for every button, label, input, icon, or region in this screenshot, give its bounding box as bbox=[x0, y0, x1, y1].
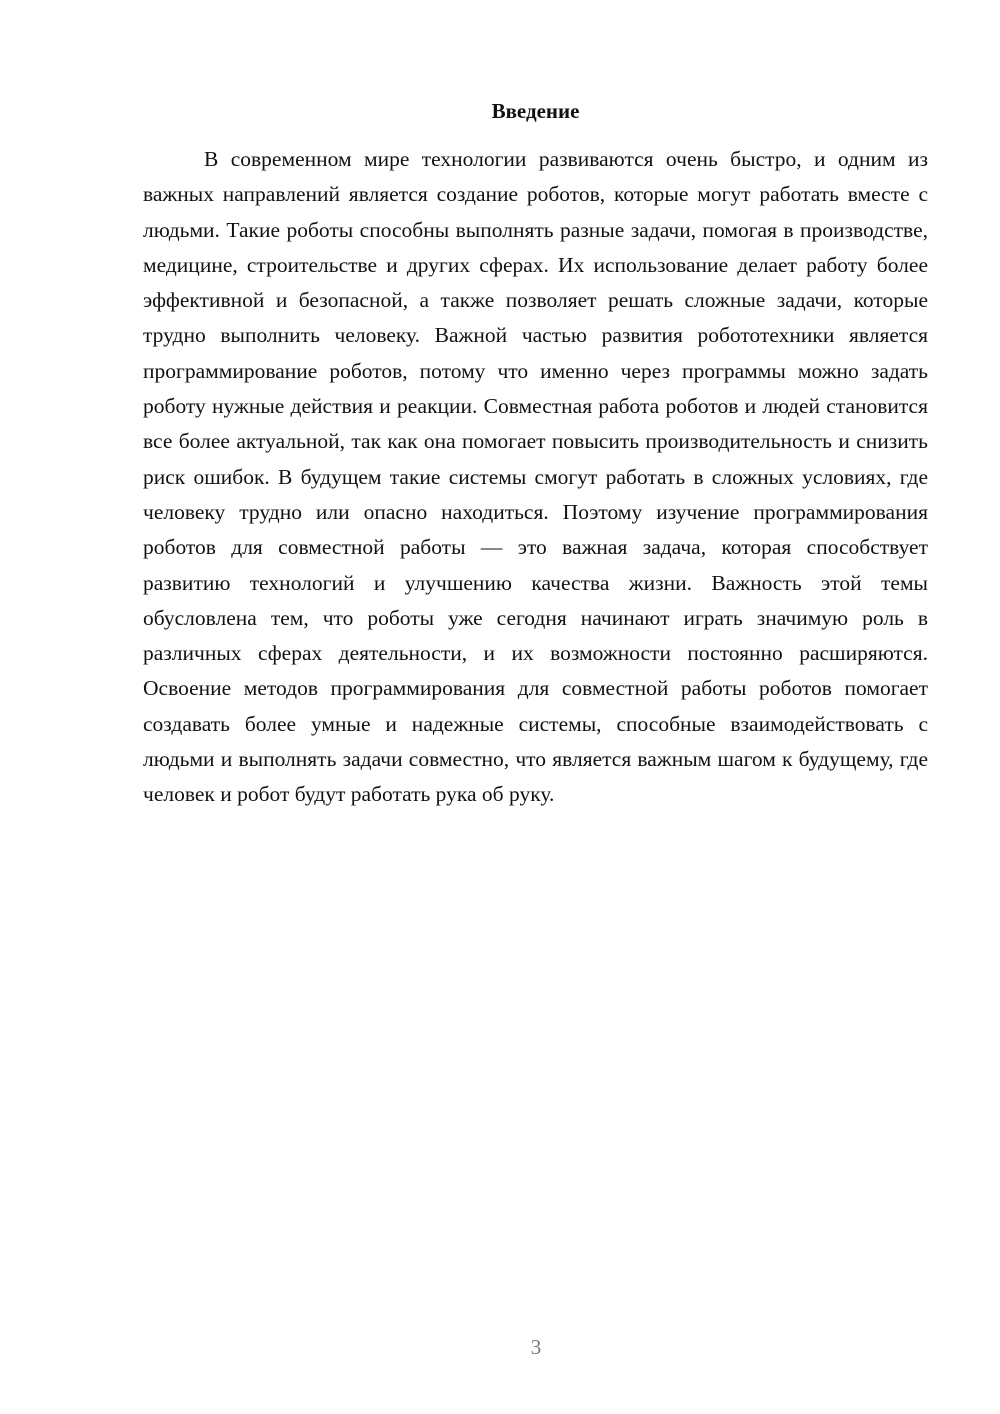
body-paragraph: В современном мире технологии развиваются очень быстро, и одним из важных направлений является создание роботов, которые могут работать вместе с людьми. Такие роботы способны выполнять разные задачи, помогая в производстве, медицине, строительстве и других сферах. Их использование делает работу более эффективной и безопасной, а также позволяет решать сложные задачи, которые трудно выполнить человеку. Важной частью развития робототехники является программирование роботов, потому что именно через программы можно задать роботу нужные действия и реакции. Совместная работа роботов и людей становится все более актуальной, так как она помогает повысить производительность и снизить риск ошибок. В будущем такие системы смогут работать в сложных условиях, где человеку трудно или опасно находиться. Поэтому изучение программирования роботов для совместной работы — это важная задача, которая способствует развитию технологий и улучшению качества жизни. Важность этой темы обусловлена тем, что роботы уже сегодня начинают играть значимую роль в различных сферах деятельности, и их возможности постоянно расширяются. Освоение методов программирования для совместной работы роботов помогает создавать более умные и надежные системы, способные взаимодействовать с людьми и выполнять задачи совместно, что является важным шагом к будущему, где человек и робот будут работать рука об руку. bbox=[143, 147, 928, 807]
page-number: 3 bbox=[530, 1335, 542, 1359]
section-heading: Введение bbox=[491, 99, 580, 123]
